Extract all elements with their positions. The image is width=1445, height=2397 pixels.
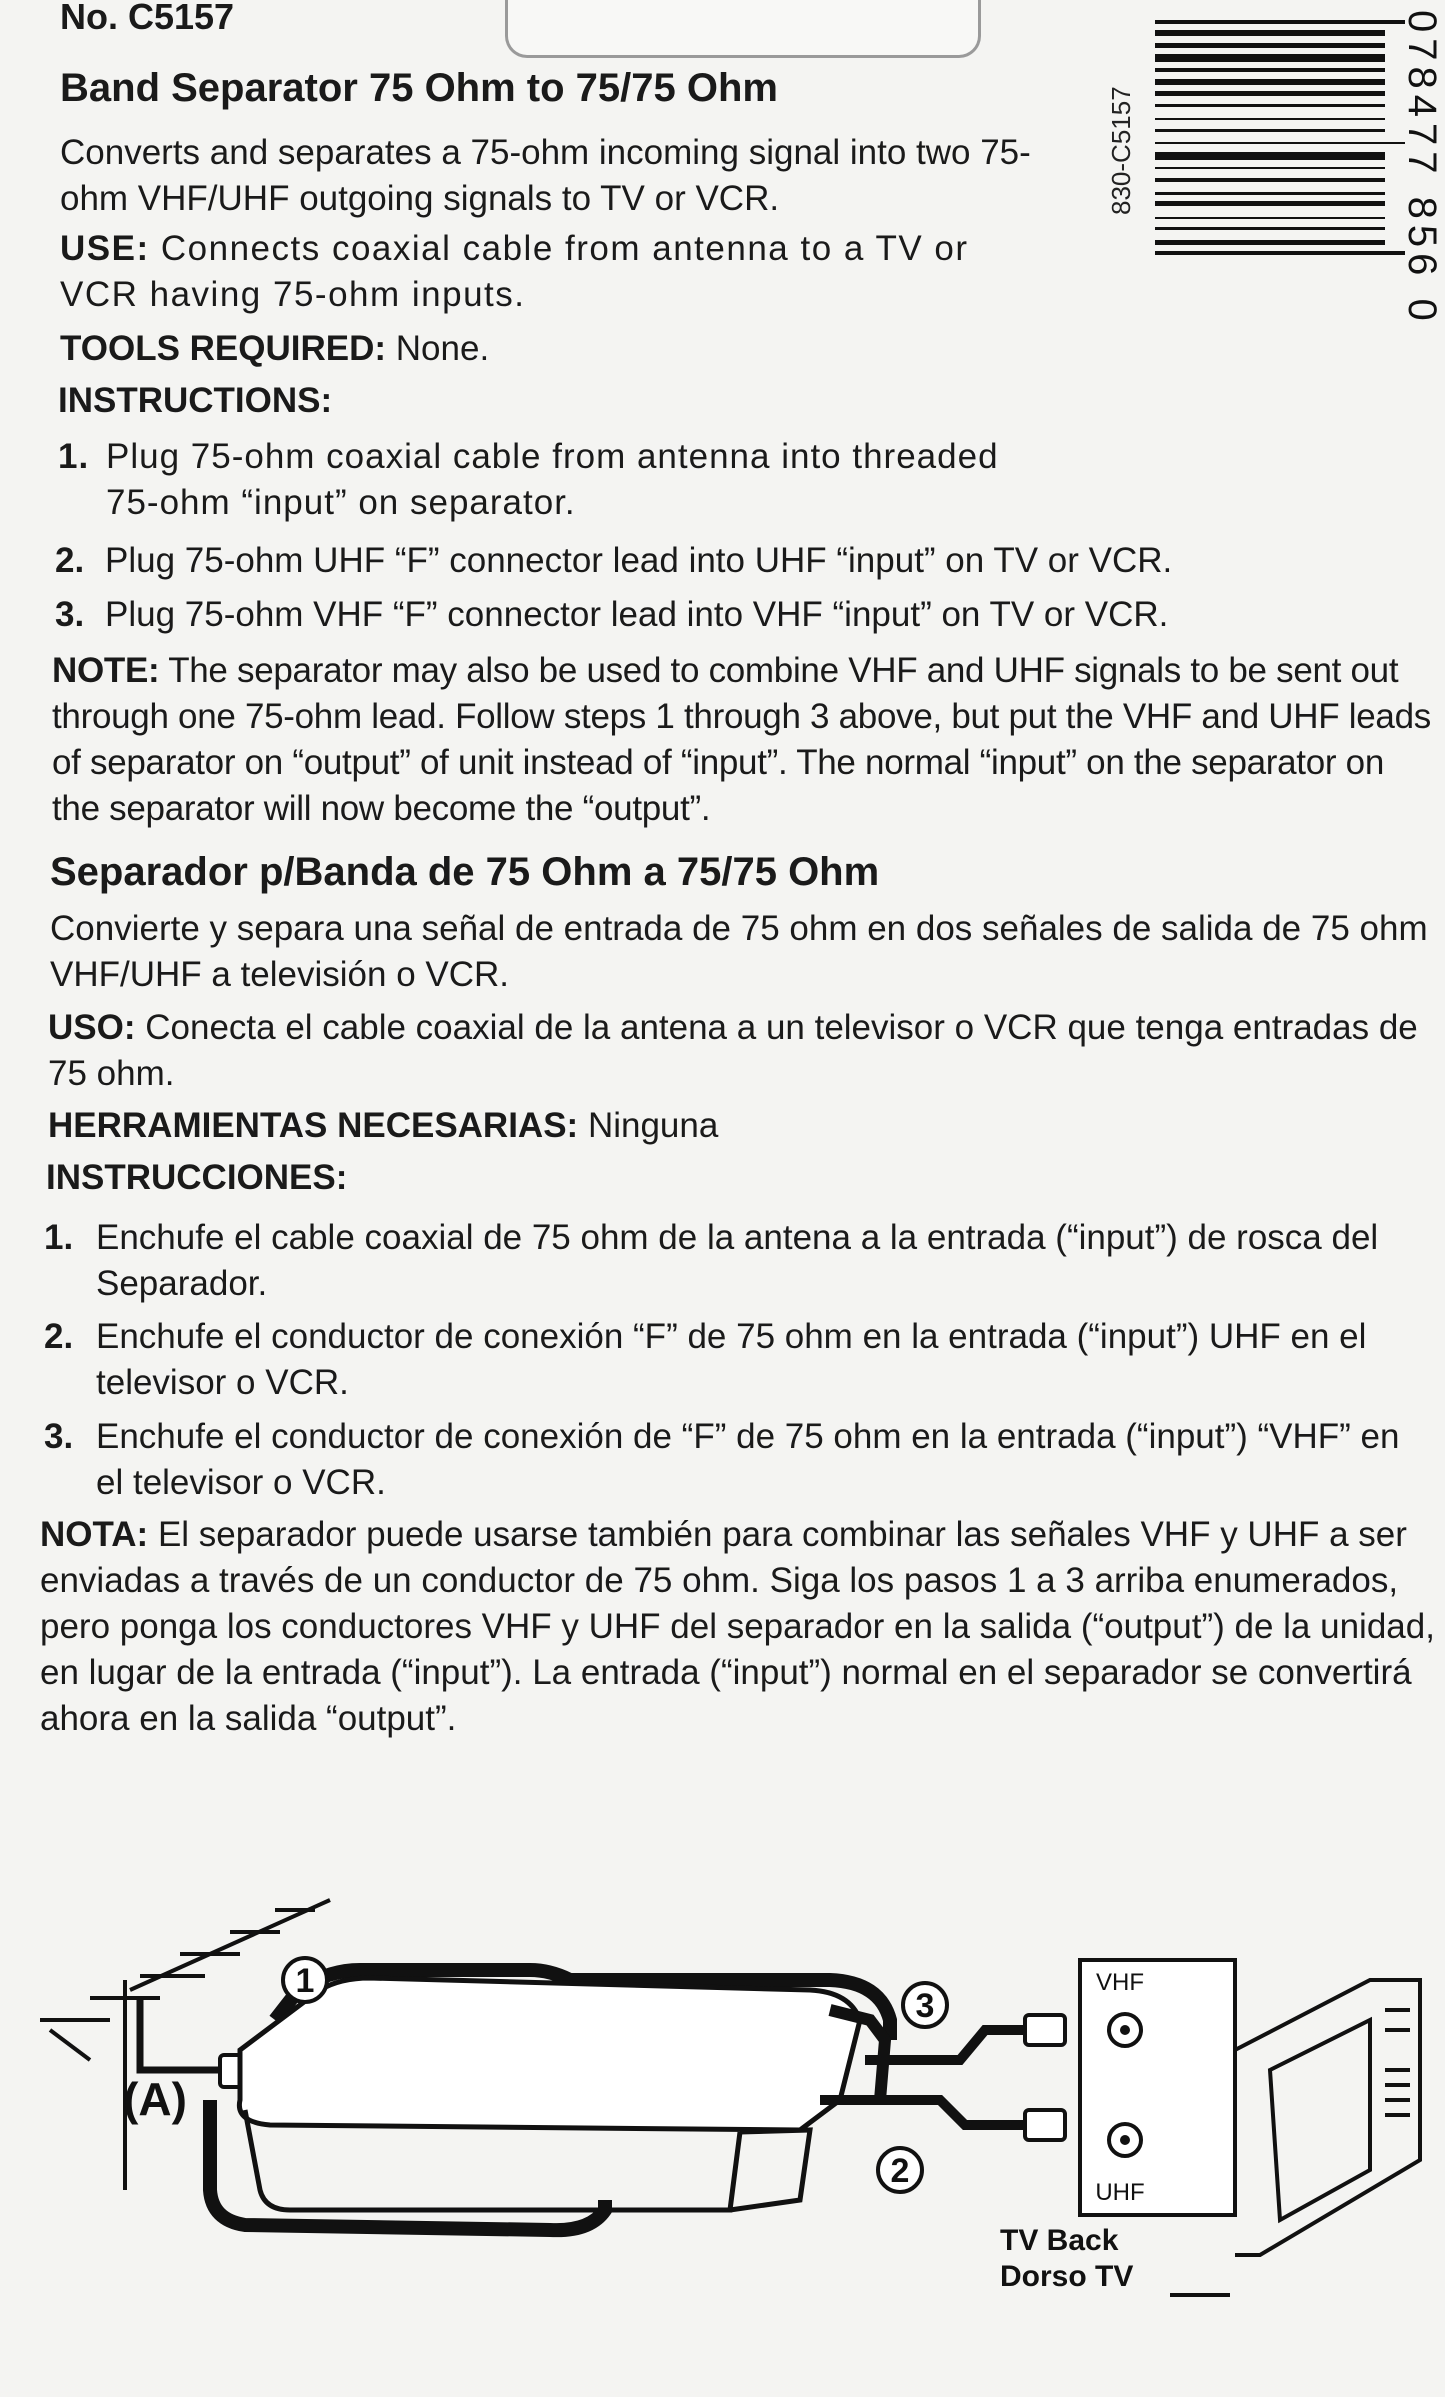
spanish-title: Separador p/Banda de 75 Ohm a 75/75 Ohm [50,850,880,894]
antenna-label: (A) [123,2073,187,2125]
english-tools [60,326,489,372]
use-label: USE: [60,229,150,268]
spanish-step-1 [44,1215,1434,1307]
tv-back-label-es: Dorso TV [1000,2260,1134,2293]
step-number: 1. [44,1218,74,1257]
barcode-bar [1155,54,1385,62]
barcode-bar [1155,104,1385,107]
barcode-bar [1155,142,1405,144]
barcode-bar [1155,192,1385,195]
step-text: Enchufe el conductor de conexión “F” de 75 ohm en la entrada (“input”) UHF en el televisor o VCR. [96,1317,1367,1402]
english-step-2 [55,538,1435,584]
barcode-bar [1155,178,1385,182]
hang-tab-cutout [505,0,981,58]
barcode-bar [1155,251,1405,255]
herramientas-label: HERRAMIENTAS NECESARIAS: [48,1106,579,1145]
svg-text:830-C5157: 830-C5157 [1106,86,1136,215]
instructions-label: INSTRUCTIONS: [58,381,333,420]
english-title: Band Separator 75 Ohm to 75/75 Ohm [60,66,778,110]
barcode-bar [1155,43,1385,48]
separator-box-icon [210,1970,890,2230]
english-step-1 [58,434,1048,526]
barcode-bar [1155,79,1385,85]
spanish-description: Convierte y separa una señal de entrada de 75 ohm en dos señales de salida de 75 ohm VHF/UHF a televisión o VCR. [50,909,1428,994]
step-number: 1. [58,437,90,476]
note-text: The separator may also be used to combine VHF and UHF signals to be sent out through one 75-ohm lead. Follow steps 1 through 3 above, but put the VHF and UHF leads of separator on “output” of unit instead of “input”. The normal “input” on the separator on the separator will now become the “output”. [52,651,1431,828]
barcode-bar [1155,91,1385,96]
step-text: Plug 75-ohm coaxial cable from antenna into threaded 75-ohm “input” on separator. [106,437,999,522]
nota-label: NOTA: [40,1515,149,1554]
step-number: 2. [55,541,85,580]
english-use [60,226,1050,318]
step-number: 2. [44,1317,74,1356]
spanish-step-2 [44,1314,1434,1406]
uhf-label: UHF [1095,2179,1145,2206]
barcode-bar [1155,217,1385,219]
nota-text: El separador puede usarse también para combinar las señales VHF y UHF a ser enviadas a través de un conductor de 75 ohm. Siga los pasos 1 a 3 arriba enumerados, pero ponga los conductores VHF y UHF del separador en la salida (“output”) de la unidad, en lugar de la entrada (“input”). La entrada (“input”) normal en el separador se convertirá ahora en la salida “output”. [40,1515,1435,1738]
barcode-bar [1155,129,1385,132]
barcode-bars [1155,20,1405,380]
barcode-bar [1155,167,1385,169]
barcode-bar [1155,227,1385,230]
english-note [52,648,1437,832]
spanish-use [48,1005,1433,1097]
barcode-bar [1155,30,1385,36]
tv-back-panel-icon [1080,1960,1235,2215]
connection-diagram [30,1870,1430,2330]
english-description: Converts and separates a 75-ohm incoming signal into two 75-ohm VHF/UHF outgoing signals to TV or VCR. [60,133,1031,218]
tv-back-label: TV Back [1000,2224,1119,2257]
barcode-bar [1155,152,1385,160]
barcode-bar [1155,240,1385,245]
barcode-bar [1155,201,1385,206]
step-text: Enchufe el conductor de conexión de “F” de 75 ohm en la entrada (“input”) “VHF” en el televisor o VCR. [96,1417,1400,1502]
tools-label: TOOLS REQUIRED: [60,329,387,368]
note-label: NOTE: [52,651,160,690]
tools-text: None. [395,329,490,368]
uso-label: USO: [48,1008,136,1047]
vhf-label: VHF [1096,1969,1144,1996]
barcode-bar [1155,68,1385,72]
model-number: No. C5157 [60,0,235,37]
step-number: 3. [44,1417,74,1456]
barcode-digits [1395,10,1445,430]
use-text: Connects coaxial cable from antenna to a TV or VCR having 75-ohm inputs. [60,229,969,314]
spanish-tools [48,1103,718,1149]
barcode-bar [1155,118,1385,120]
callout-3-label: 3 [915,1987,935,2025]
uso-text: Conecta el cable coaxial de la antena a un televisor o VCR que tenga entradas de 75 ohm. [48,1008,1418,1093]
barcode-vertical-code [1090,40,1150,220]
callout-1-label: 1 [295,1962,315,2000]
english-step-3 [55,592,1435,638]
step-text: Plug 75-ohm UHF “F” connector lead into UHF “input” on TV or VCR. [105,541,1173,580]
spanish-step-3 [44,1414,1434,1506]
step-text: Enchufe el cable coaxial de 75 ohm de la antena a la entrada (“input”) de rosca del Separador. [96,1218,1379,1303]
instrucciones-label: INSTRUCCIONES: [46,1158,348,1197]
callout-2-label: 2 [890,2152,910,2190]
barcode-bar [1155,20,1405,24]
spanish-note [40,1512,1435,1742]
herramientas-text: Ninguna [587,1106,719,1145]
svg-text:078477 856 0: 078477 856 0 [1400,10,1444,327]
step-text: Plug 75-ohm VHF “F” connector lead into VHF “input” on TV or VCR. [105,595,1169,634]
step-number: 3. [55,595,85,634]
